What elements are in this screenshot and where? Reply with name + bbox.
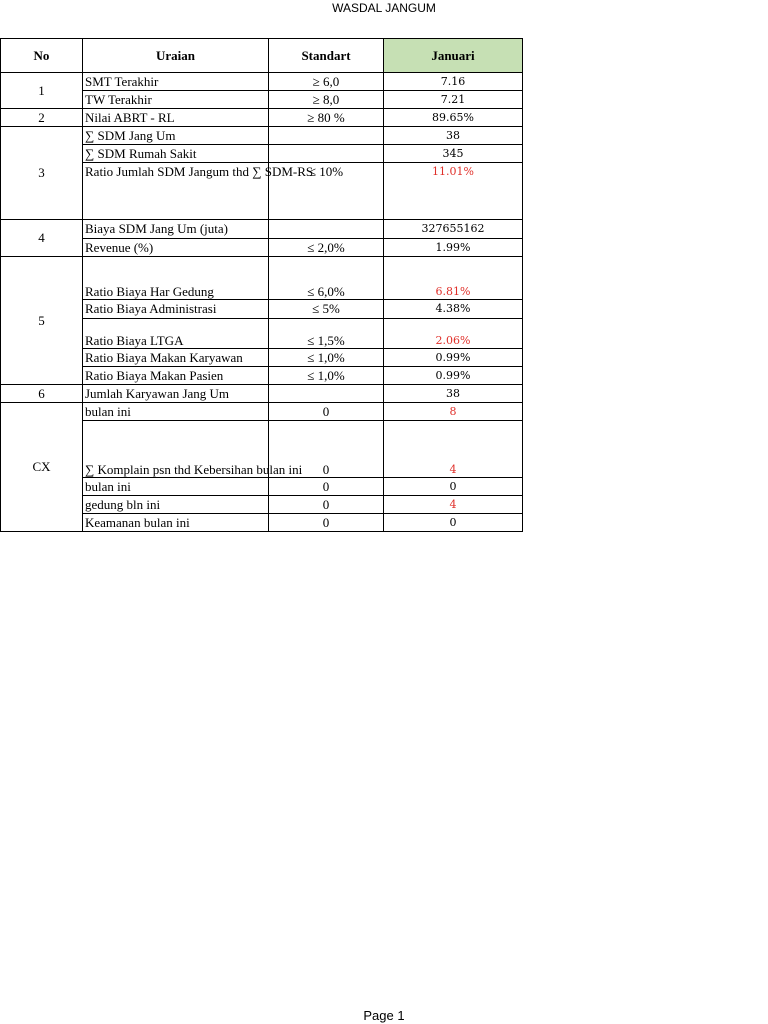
row-standart: ≥ 6,0	[269, 73, 384, 91]
column-header-januari: Januari	[384, 39, 523, 73]
table-row	[1, 127, 523, 145]
row-januari: 0.99%	[384, 367, 523, 385]
row-standart: ≤ 1,0%	[269, 367, 384, 385]
group-number: 5	[1, 257, 83, 385]
row-uraian: Biaya SDM Jang Um (juta)	[83, 220, 269, 239]
row-januari: 0.99%	[384, 349, 523, 367]
row-uraian: TW Terakhir	[83, 91, 269, 109]
row-standart: 0	[269, 478, 384, 496]
table-row	[1, 220, 523, 239]
group-number: 3	[1, 127, 83, 220]
table-row	[1, 403, 523, 421]
group-number: 6	[1, 385, 83, 403]
group-number: 1	[1, 73, 83, 109]
column-header-uraian: Uraian	[83, 39, 269, 73]
row-uraian: Ratio Biaya Har Gedung	[83, 257, 269, 300]
row-januari: 8	[384, 403, 523, 421]
group-number: 4	[1, 220, 83, 257]
row-uraian: gedung bln ini	[83, 496, 269, 514]
row-januari: 345	[384, 145, 523, 163]
row-standart: ≤ 5%	[269, 300, 384, 319]
row-uraian: ∑ SDM Jang Um	[83, 127, 269, 145]
row-standart: ≤ 1,0%	[269, 349, 384, 367]
row-standart: ≤ 6,0%	[269, 257, 384, 300]
row-standart: ≤ 10%	[269, 163, 384, 220]
row-uraian: ∑ Komplain psn thd Kebersihan bulan ini	[83, 421, 269, 478]
page-number: Page 1	[363, 1008, 405, 1023]
row-standart: ≥ 80 %	[269, 109, 384, 127]
row-standart: 0	[269, 514, 384, 532]
row-januari: 0	[384, 478, 523, 496]
table-row	[1, 385, 523, 403]
row-uraian: SMT Terakhir	[83, 73, 269, 91]
report-table	[0, 38, 523, 532]
row-januari: 4	[384, 421, 523, 478]
table-row	[1, 109, 523, 127]
row-januari: 2.06%	[384, 319, 523, 349]
row-standart: ≤ 2,0%	[269, 239, 384, 257]
row-januari: 0	[384, 514, 523, 532]
row-uraian: bulan ini	[83, 478, 269, 496]
row-uraian: Jumlah Karyawan Jang Um	[83, 385, 269, 403]
table-header-row	[1, 39, 523, 73]
row-uraian: ∑ SDM Rumah Sakit	[83, 145, 269, 163]
row-januari: 38	[384, 127, 523, 145]
row-uraian: Ratio Biaya Administrasi	[83, 300, 269, 319]
column-header-no: No	[1, 39, 83, 73]
row-uraian: Nilai ABRT - RL	[83, 109, 269, 127]
row-standart	[269, 127, 384, 145]
row-standart	[269, 385, 384, 403]
row-uraian: Ratio Biaya Makan Karyawan	[83, 349, 269, 367]
row-standart	[269, 220, 384, 239]
row-januari: 4.38%	[384, 300, 523, 319]
row-uraian: Ratio Biaya LTGA	[83, 319, 269, 349]
row-standart: 0	[269, 403, 384, 421]
row-uraian: Keamanan bulan ini	[83, 514, 269, 532]
row-standart: 0	[269, 421, 384, 478]
row-januari: 4	[384, 496, 523, 514]
row-januari: 38	[384, 385, 523, 403]
row-januari: 11.01%	[384, 163, 523, 220]
row-januari: 7.21	[384, 91, 523, 109]
row-januari: 89.65%	[384, 109, 523, 127]
row-uraian: Revenue (%)	[83, 239, 269, 257]
row-standart: ≤ 1,5%	[269, 319, 384, 349]
group-number: 2	[1, 109, 83, 127]
table-row	[1, 257, 523, 300]
row-januari: 1.99%	[384, 239, 523, 257]
page-title: WASDAL JANGUM	[332, 1, 436, 15]
table-row	[1, 73, 523, 91]
row-standart: ≥ 8,0	[269, 91, 384, 109]
row-uraian: bulan ini	[83, 403, 269, 421]
column-header-standart: Standart	[269, 39, 384, 73]
group-number: CX	[1, 403, 83, 532]
row-uraian: Ratio Jumlah SDM Jangum thd ∑ SDM-RS	[83, 163, 269, 220]
row-standart: 0	[269, 496, 384, 514]
row-januari: 7.16	[384, 73, 523, 91]
row-uraian: Ratio Biaya Makan Pasien	[83, 367, 269, 385]
row-januari: 6.81%	[384, 257, 523, 300]
row-januari: 327655162	[384, 220, 523, 239]
row-standart	[269, 145, 384, 163]
